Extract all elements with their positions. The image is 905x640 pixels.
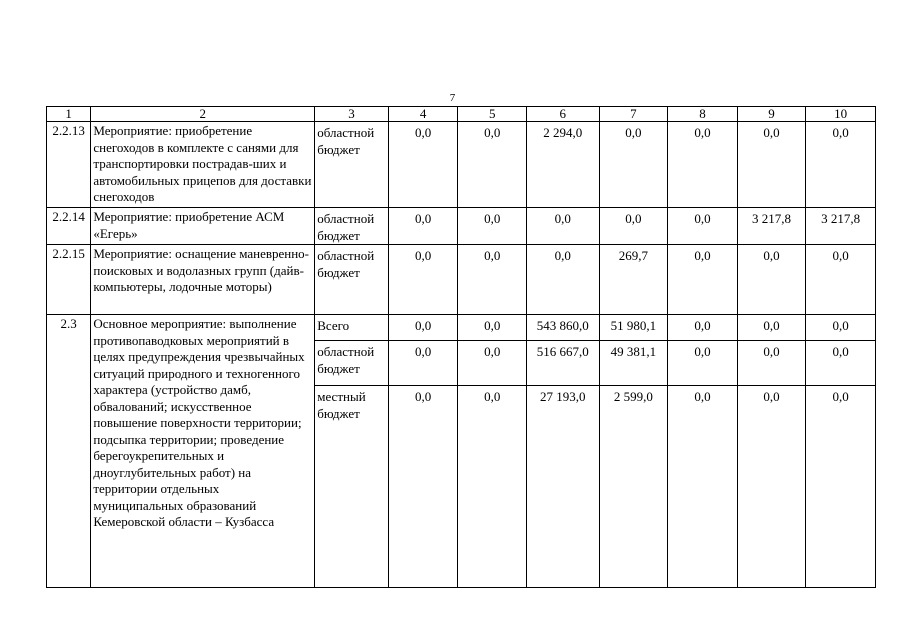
- header-cell: 6: [527, 107, 600, 122]
- value-cell: 0,0: [737, 341, 806, 386]
- table-header-row: [47, 107, 876, 122]
- value-cell: 516 667,0: [527, 341, 600, 386]
- table-row: [47, 245, 876, 315]
- value-cell: 0,0: [806, 341, 876, 386]
- value-cell: 51 980,1: [599, 315, 668, 341]
- value-cell: 0,0: [806, 315, 876, 341]
- funding-source: местный бюджет: [315, 386, 389, 588]
- value-cell: 3 217,8: [737, 208, 806, 245]
- value-cell: 0,0: [458, 122, 527, 208]
- funding-source: областной бюджет: [315, 245, 389, 315]
- value-cell: 0,0: [458, 245, 527, 315]
- table-row: [47, 122, 876, 208]
- page-number: 7: [449, 92, 456, 104]
- value-cell: 0,0: [668, 315, 738, 341]
- row-description: Основное мероприятие: выполнение противопаводковых мероприятий в целях предупреждения чрезвычайных ситуаций природного и техногенного характера (устройство дамб, обвалований; искусственное повышение поверхности территории; подсыпка территории; проведение берегоукрепительных и дноуглубительных работ) на территории отдельных муниципальных образований Кемеровской области – Кузбасса: [91, 315, 315, 588]
- budget-table: [46, 106, 876, 588]
- header-cell: 4: [388, 107, 458, 122]
- value-cell: 0,0: [388, 245, 458, 315]
- header-cell: 9: [737, 107, 806, 122]
- header-cell: 2: [91, 107, 315, 122]
- value-cell: 0,0: [388, 386, 458, 588]
- value-cell: 27 193,0: [527, 386, 600, 588]
- value-cell: 0,0: [668, 341, 738, 386]
- header-cell: 8: [668, 107, 738, 122]
- value-cell: 0,0: [806, 386, 876, 588]
- value-cell: 543 860,0: [527, 315, 600, 341]
- funding-source: Всего: [315, 315, 389, 341]
- value-cell: 0,0: [458, 315, 527, 341]
- row-description: Мероприятие: оснащение маневренно-поисковых и водолазных групп (дайв-компьютеры, лодочные моторы): [91, 245, 315, 315]
- value-cell: 0,0: [458, 208, 527, 245]
- value-cell: 0,0: [599, 122, 668, 208]
- row-code: 2.3: [47, 315, 91, 588]
- value-cell: 0,0: [668, 208, 738, 245]
- value-cell: 0,0: [737, 315, 806, 341]
- table-row: [47, 208, 876, 245]
- value-cell: 0,0: [388, 315, 458, 341]
- value-cell: 0,0: [737, 122, 806, 208]
- table-row: [47, 315, 876, 341]
- value-cell: 2 294,0: [527, 122, 600, 208]
- row-description: Мероприятие: приобретение снегоходов в комплекте с санями для транспортировки пострадав-ших и автомобильных прицепов для доставки снегоходов: [91, 122, 315, 208]
- header-cell: 10: [806, 107, 876, 122]
- funding-source: областной бюджет: [315, 341, 389, 386]
- funding-source: областной бюджет: [315, 122, 389, 208]
- value-cell: 0,0: [527, 208, 600, 245]
- value-cell: 0,0: [388, 341, 458, 386]
- value-cell: 0,0: [806, 122, 876, 208]
- funding-source: областной бюджет: [315, 208, 389, 245]
- value-cell: 0,0: [737, 245, 806, 315]
- row-code: 2.2.13: [47, 122, 91, 208]
- header-cell: 5: [458, 107, 527, 122]
- row-code: 2.2.15: [47, 245, 91, 315]
- value-cell: 0,0: [388, 208, 458, 245]
- value-cell: 0,0: [527, 245, 600, 315]
- header-cell: 3: [315, 107, 389, 122]
- header-cell: 7: [599, 107, 668, 122]
- value-cell: 49 381,1: [599, 341, 668, 386]
- value-cell: 0,0: [599, 208, 668, 245]
- value-cell: 0,0: [458, 341, 527, 386]
- value-cell: 0,0: [388, 122, 458, 208]
- value-cell: 0,0: [668, 245, 738, 315]
- header-cell: 1: [47, 107, 91, 122]
- value-cell: 3 217,8: [806, 208, 876, 245]
- value-cell: 2 599,0: [599, 386, 668, 588]
- value-cell: 0,0: [806, 245, 876, 315]
- value-cell: 0,0: [668, 122, 738, 208]
- value-cell: 0,0: [458, 386, 527, 588]
- value-cell: 269,7: [599, 245, 668, 315]
- value-cell: 0,0: [668, 386, 738, 588]
- row-code: 2.2.14: [47, 208, 91, 245]
- row-description: Мероприятие: приобретение АСМ «Егерь»: [91, 208, 315, 245]
- value-cell: 0,0: [737, 386, 806, 588]
